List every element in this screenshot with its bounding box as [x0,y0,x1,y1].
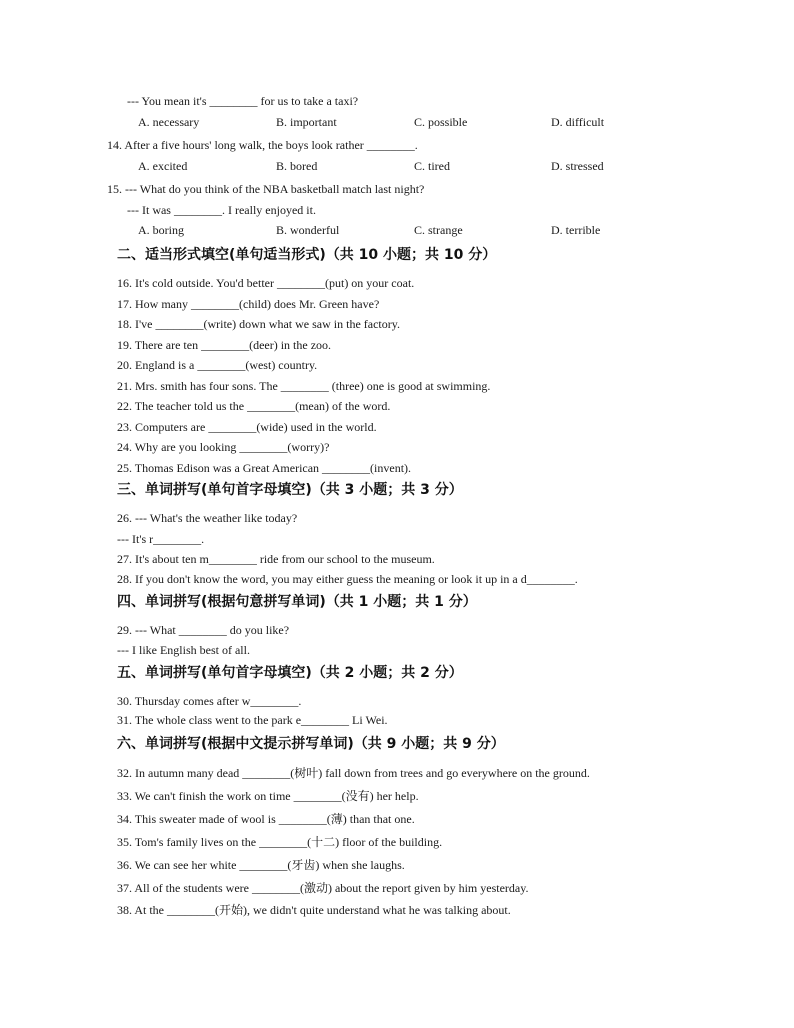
question-22: 22. The teacher told us the ________(mean) of the word. [117,399,391,413]
question-33: 33. We can't finish the work on time ________(没有) her help. [117,789,419,803]
question-27: 27. It's about ten m________ ride from our school to the museum. [117,552,435,566]
q15-option-a: A. boring [138,223,184,237]
section6-heading: 六、单词拼写(根据中文提示拼写单词)（共 9 小题；共 9 分） [117,736,505,752]
question-38: 38. At the ________(开始), we didn't quite understand what he was talking about. [117,903,511,917]
q15-reply: --- It was ________. I really enjoyed it. [127,203,316,217]
q13-option-a: A. necessary [138,115,200,129]
section2-heading: 二、适当形式填空(单句适当形式)（共 10 小题；共 10 分） [117,247,497,263]
q15-option-d: D. terrible [551,223,601,237]
q13-option-c: C. possible [414,115,468,129]
section4-heading: 四、单词拼写(根据句意拼写单词)（共 1 小题；共 1 分） [117,594,477,610]
section5-heading: 五、单词拼写(单句首字母填空)（共 2 小题；共 2 分） [117,665,463,681]
question-19: 19. There are ten ________(deer) in the zoo. [117,338,332,352]
q14-option-c: C. tired [414,159,450,173]
q15-option-b: B. wonderful [276,223,340,237]
question-23: 23. Computers are ________(wide) used in the world. [117,420,377,434]
q15-prompt: 15. --- What do you think of the NBA basketball match last night? [107,182,425,196]
section3-heading: 三、单词拼写(单句首字母填空)（共 3 小题；共 3 分） [117,482,463,498]
question-18: 18. I've ________(write) down what we saw in the factory. [117,317,400,331]
question-30: 30. Thursday comes after w________. [117,694,302,708]
question-25: 25. Thomas Edison was a Great American ________(invent). [117,461,412,475]
q13-option-d: D. difficult [551,115,605,129]
q14-option-d: D. stressed [551,159,604,173]
question-16: 16. It's cold outside. You'd better ________(put) on your coat. [117,276,415,290]
question-17: 17. How many ________(child) does Mr. Green have? [117,297,380,311]
q14-option-b: B. bored [276,159,318,173]
question-31: 31. The whole class went to the park e________ Li Wei. [117,713,388,727]
question-36: 36. We can see her white ________(牙齿) when she laughs. [117,858,405,872]
q13-reply: --- You mean it's ________ for us to take a taxi? [127,94,359,108]
question-29-reply: --- I like English best of all. [117,643,250,657]
question-35: 35. Tom's family lives on the ________(十二) floor of the building. [117,835,443,849]
question-26: 26. --- What's the weather like today? [117,511,298,525]
question-37: 37. All of the students were ________(激动) about the report given by him yesterday. [117,881,529,895]
q14-option-a: A. excited [138,159,188,173]
q15-option-c: C. strange [414,223,463,237]
question-29: 29. --- What ________ do you like? [117,623,290,637]
question-26-reply: --- It's r________. [117,532,205,546]
question-28: 28. If you don't know the word, you may either guess the meaning or look it up in a d________. [117,572,578,586]
q13-option-b: B. important [276,115,337,129]
question-20: 20. England is a ________(west) country. [117,358,318,372]
question-32: 32. In autumn many dead ________(树叶) fall down from trees and go everywhere on the ground. [117,766,590,780]
q14-prompt: 14. After a five hours' long walk, the boys look rather ________. [107,138,418,152]
question-21: 21. Mrs. smith has four sons. The ________ (three) one is good at swimming. [117,379,491,393]
question-24: 24. Why are you looking ________(worry)? [117,440,330,454]
question-34: 34. This sweater made of wool is ________(薄) than that one. [117,812,415,826]
